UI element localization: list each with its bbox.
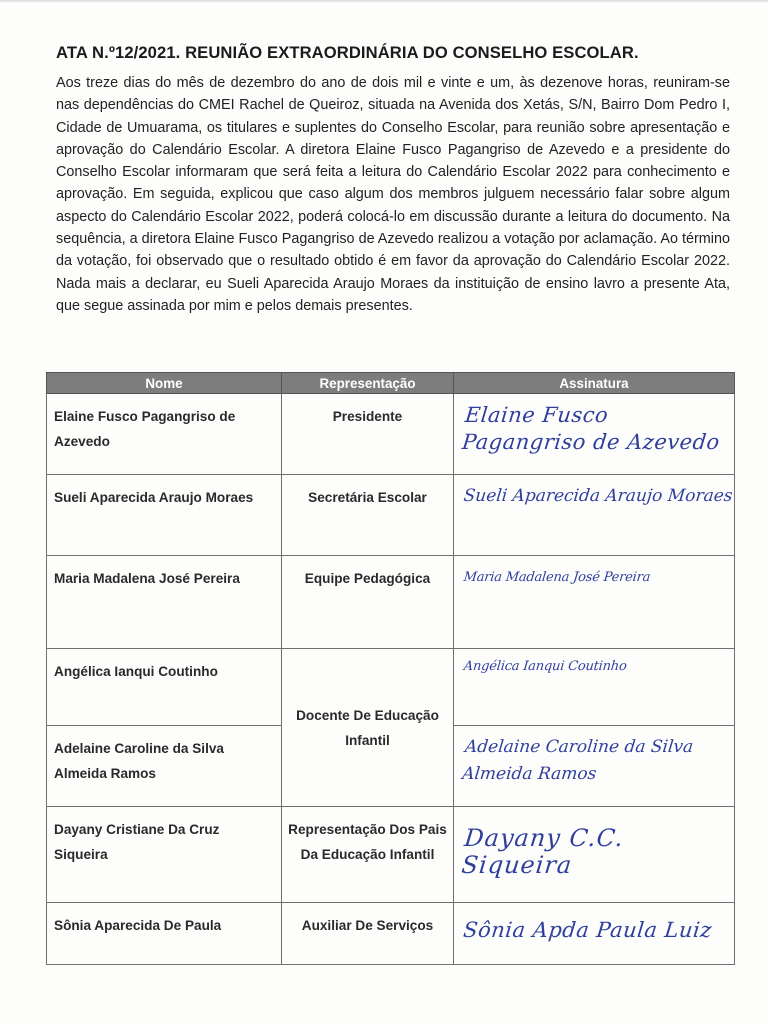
member-name: Sônia Aparecida De Paula bbox=[47, 903, 282, 965]
member-role: Auxiliar De Serviços bbox=[282, 903, 454, 965]
header-name: Nome bbox=[47, 373, 282, 394]
member-name: Angélica Ianqui Coutinho bbox=[47, 649, 282, 726]
member-role: Representação Dos Pais Da Educação Infantil bbox=[282, 807, 454, 903]
member-name: Elaine Fusco Pagangriso de Azevedo bbox=[47, 394, 282, 475]
table-row bbox=[47, 394, 735, 475]
member-name: Sueli Aparecida Araujo Moraes bbox=[47, 475, 282, 556]
header-signature: Assinatura bbox=[454, 373, 735, 394]
handwritten-signature: Sueli Aparecida Araujo Moraes bbox=[462, 486, 734, 506]
table-row bbox=[47, 649, 735, 726]
member-name: Adelaine Caroline da Silva Almeida Ramos bbox=[47, 726, 282, 807]
member-role: Equipe Pedagógica bbox=[282, 556, 454, 649]
handwritten-signature: Elaine Fusco Pagangriso de Azevedo bbox=[460, 403, 722, 454]
signature-cell bbox=[454, 807, 735, 903]
member-role: Presidente bbox=[282, 394, 454, 475]
handwritten-signature: Adelaine Caroline da Silva Almeida Ramos bbox=[461, 737, 695, 784]
table-row bbox=[47, 807, 735, 903]
document-body: Aos treze dias do mês de dezembro do ano de dois mil e vinte e um, às dezenove horas, reuniram-se nas dependências do CMEI Rachel de Queiroz, situada na Avenida dos Xetás, S/N, Bairro Dom Pedro I, Cidade de Umuarama, os titulares e suplentes do Conselho Escolar, para reunião sobre apresentação e aprovação do Calendário Escolar. A diretora Elaine Fusco Pagangriso de Azevedo e a presidente do Conselho Escolar informaram que será feita a leitura do Calendário Escolar 2022 para conhecimento e aprovação. Em seguida, explicou que caso algum dos membros julguem necessário falar sobre algum aspecto do Calendário Escolar 2022, poderá colocá-lo em discussão durante a leitura do documento. Na sequência, a diretora Elaine Fusco Pagangriso de Azevedo realizou a votação por aclamação. Ao término da votação, foi observado que o resultado obtido é em favor da aprovação do Calendário Escolar 2022. Nada mais a declarar, eu Sueli Aparecida Araujo Moraes da instituição de ensino lavro a presente Ata, que segue assinada por mim e pelos demais presentes. bbox=[56, 75, 730, 314]
handwritten-signature: Maria Madalena José Pereira bbox=[462, 570, 651, 585]
table-row bbox=[47, 475, 735, 556]
attendance-table bbox=[46, 372, 735, 965]
member-role: Docente De Educação Infantil bbox=[282, 649, 454, 807]
signature-cell bbox=[454, 649, 735, 726]
table-header-row bbox=[47, 373, 735, 394]
table-row bbox=[47, 556, 735, 649]
table-row bbox=[47, 903, 735, 965]
member-role: Secretária Escolar bbox=[282, 475, 454, 556]
member-name: Maria Madalena José Pereira bbox=[47, 556, 282, 649]
handwritten-signature: Sônia Apda Paula Luiz bbox=[462, 918, 714, 942]
member-name: Dayany Cristiane Da Cruz Siqueira bbox=[47, 807, 282, 903]
header-representation: Representação bbox=[282, 373, 454, 394]
signature-cell bbox=[454, 726, 735, 807]
signature-cell bbox=[454, 475, 735, 556]
signature-cell bbox=[454, 903, 735, 965]
attendance-table-wrapper bbox=[46, 372, 736, 965]
handwritten-signature: Dayany C.C. Siqueira bbox=[460, 824, 626, 879]
handwritten-signature: Angélica Ianqui Coutinho bbox=[463, 659, 628, 674]
signature-cell bbox=[454, 556, 735, 649]
document-title: ATA N.º12/2021. REUNIÃO EXTRAORDINÁRIA DO CONSELHO ESCOLAR. bbox=[56, 43, 639, 62]
signature-cell bbox=[454, 394, 735, 475]
